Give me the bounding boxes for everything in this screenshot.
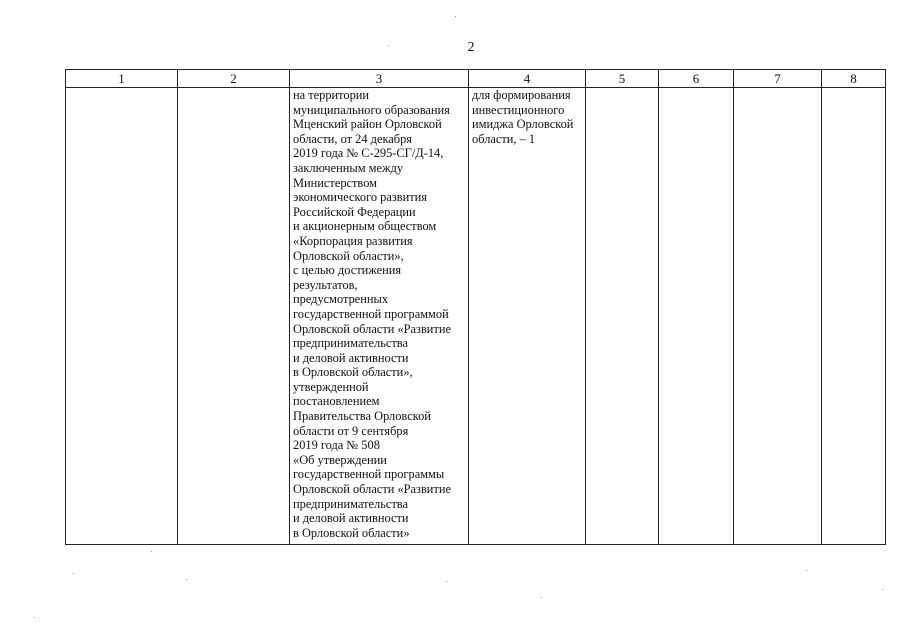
scan-speck	[186, 579, 187, 580]
cell-line: «Об утверждении	[293, 452, 387, 467]
table-cell-col3	[290, 88, 469, 545]
scan-speck	[446, 581, 447, 582]
column-header-1: 1	[66, 70, 178, 88]
scan-speck	[34, 617, 35, 618]
table-cell-col4	[469, 88, 586, 545]
cell-line: Орловской области «Развитие	[293, 482, 451, 497]
cell-line: на территории	[293, 88, 370, 102]
table-row	[66, 88, 886, 545]
table-cell-col1	[66, 88, 178, 545]
page-number: 2	[467, 40, 475, 55]
scan-speck	[882, 589, 883, 590]
cell-line: государственной программой	[293, 306, 449, 321]
table-cell-col2	[178, 88, 290, 545]
scan-speck	[455, 16, 456, 17]
cell-line: Министерством	[293, 175, 377, 190]
cell-line: области, – 1	[472, 131, 536, 146]
column-header-2: 2	[178, 70, 290, 88]
cell-line: 2019 года № С-295-СГ/Д-14,	[293, 146, 444, 161]
table-cell-col6	[659, 88, 734, 545]
scan-speck	[73, 573, 74, 574]
scan-speck	[806, 570, 807, 571]
column-header-6: 6	[659, 70, 734, 88]
cell-line: «Корпорация развития	[293, 233, 413, 248]
cell-line: государственной программы	[293, 467, 445, 482]
cell-text-col4	[469, 88, 585, 146]
cell-line: и деловой активности	[293, 350, 409, 365]
cell-line: инвестиционного	[472, 102, 565, 117]
table-header-row	[66, 70, 886, 88]
cell-line: муниципального образования	[293, 102, 450, 117]
cell-line: предпринимательства	[293, 336, 408, 351]
cell-line: Российской Федерации	[293, 204, 416, 219]
cell-line: предусмотренных	[293, 292, 389, 307]
cell-line: имиджа Орловской	[472, 117, 574, 132]
cell-line: утвержденной	[293, 379, 369, 394]
cell-line: результатов,	[293, 277, 358, 292]
scan-speck	[541, 597, 542, 598]
cell-line: в Орловской области»,	[293, 365, 413, 380]
cell-line: заключенным между	[293, 160, 404, 175]
cell-line: экономического развития	[293, 190, 427, 205]
table-cell-col7	[734, 88, 822, 545]
column-header-5: 5	[586, 70, 659, 88]
document-table	[65, 69, 886, 545]
cell-line: для формирования	[472, 88, 571, 102]
column-header-3: 3	[290, 70, 469, 88]
cell-line: Правительства Орловской	[293, 409, 431, 424]
table-cell-col8	[822, 88, 886, 545]
cell-line: 2019 года № 508	[293, 438, 380, 453]
cell-line: постановлением	[293, 394, 380, 409]
scan-speck	[151, 551, 152, 552]
cell-line: в Орловской области»	[293, 525, 410, 540]
cell-line: и акционерным обществом	[293, 219, 437, 234]
cell-line: и деловой активности	[293, 511, 409, 526]
table-cell-col5	[586, 88, 659, 545]
column-header-8: 8	[822, 70, 886, 88]
cell-line: области, от 24 декабря	[293, 131, 412, 146]
cell-line: Мценский район Орловской	[293, 117, 442, 132]
cell-line: области от 9 сентября	[293, 423, 409, 438]
cell-line: Орловской области»,	[293, 248, 404, 263]
column-header-7: 7	[734, 70, 822, 88]
column-header-4: 4	[469, 70, 586, 88]
cell-line: предпринимательства	[293, 496, 408, 511]
cell-line: Орловской области «Развитие	[293, 321, 451, 336]
cell-text-col3	[290, 88, 468, 540]
scan-speck	[388, 45, 389, 46]
cell-line: с целью достижения	[293, 263, 402, 278]
